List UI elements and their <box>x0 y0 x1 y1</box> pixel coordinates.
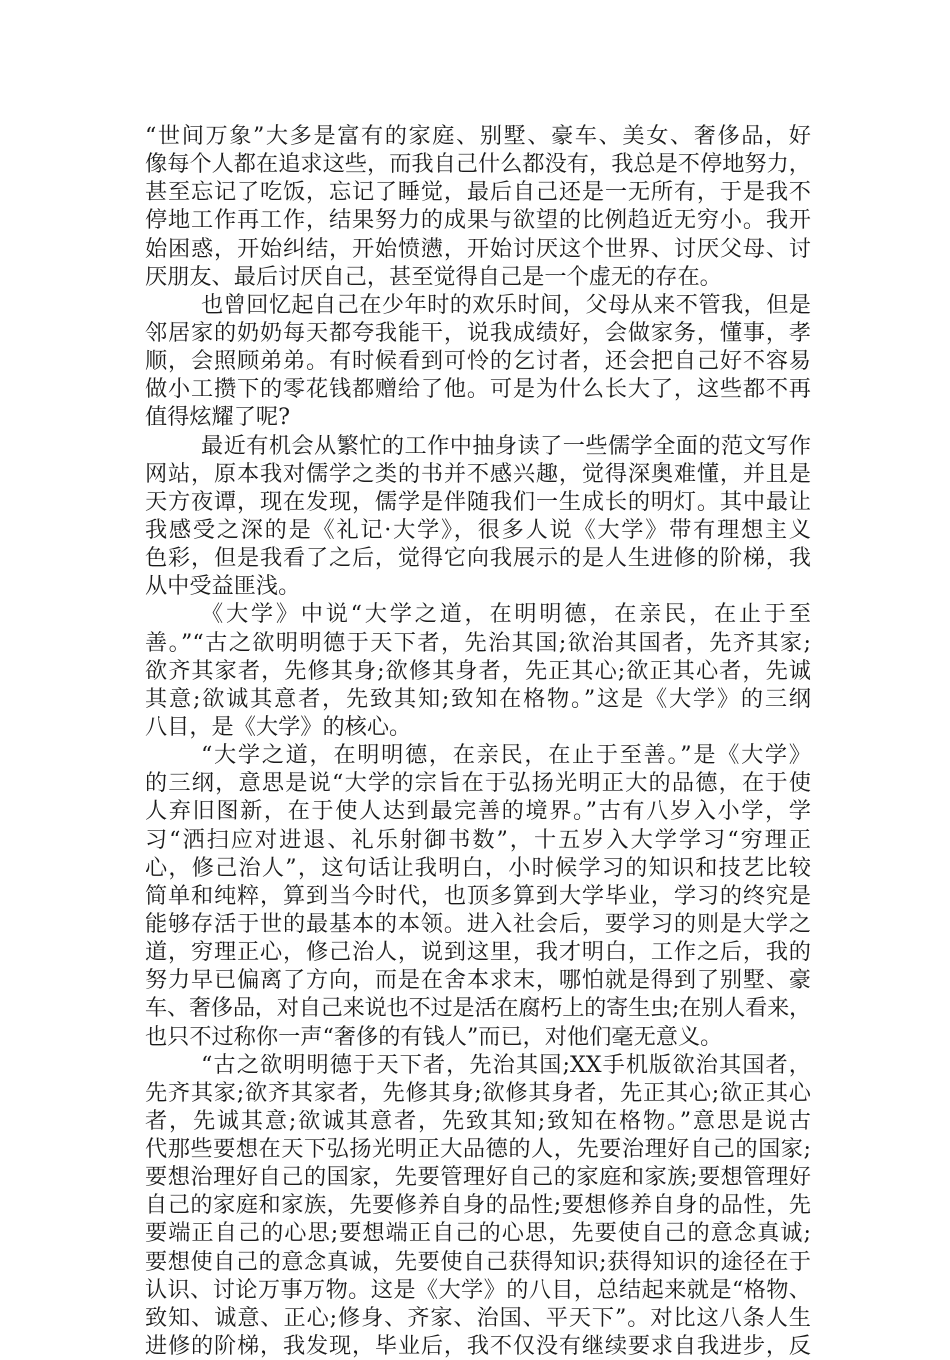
text-line: 习“洒扫应对进退、礼乐射御书数”，十五岁入大学学习“穷理正 <box>145 826 811 853</box>
text-line: 厌朋友、最后讨厌自己，甚至觉得自己是一个虚无的存在。 <box>145 263 722 290</box>
text-line: 车、奢侈品，对自己来说也不过是活在腐朽上的寄生虫;在别人看来， <box>145 995 811 1022</box>
text-line: 网站，原本我对儒学之类的书并不感兴趣，觉得深奥难懂，并且是 <box>145 460 811 487</box>
text-line: 我感受之深的是《礼记·大学》，很多人说《大学》带有理想主义 <box>145 516 811 543</box>
text-line: 致知、诚意、正心;修身、齐家、治国、平天下”。对比这八条人生 <box>145 1304 811 1331</box>
text-line: 心，修己治人”，这句话让我明白，小时候学习的知识和技艺比较 <box>145 854 811 881</box>
text-line: 要想治理好自己的国家，先要管理好自己的家庭和家族;要想管理好 <box>145 1164 811 1191</box>
text-line: 停地工作再工作，结果努力的成果与欲望的比例趋近无穷小。我开 <box>145 207 811 234</box>
text-line: 天方夜谭，现在发现，儒学是伴随我们一生成长的明灯。其中最让 <box>145 488 811 515</box>
text-line: 做小工攒下的零花钱都赠给了他。可是为什么长大了，这些都不再 <box>145 376 811 403</box>
text-line: 《大学》中说“大学之道，在明明德，在亲民，在止于至 <box>201 601 811 628</box>
text-line: “古之欲明明德于天下者，先治其国;XX手机版欲治其国者， <box>201 1051 811 1078</box>
text-line: 能够存活于世的最基本的本领。进入社会后，要学习的则是大学之 <box>145 910 811 937</box>
text-line: 顺，会照顾弟弟。有时候看到可怜的乞讨者，还会把自己好不容易 <box>145 348 811 375</box>
text-line: 其意;欲诚其意者，先致其知;致知在格物。”这是《大学》的三纲 <box>145 685 811 712</box>
text-line: “世间万象”大多是富有的家庭、别墅、豪车、美女、奢侈品，好 <box>145 123 811 149</box>
text-line: “大学之道，在明明德，在亲民，在止于至善。”是《大学》 <box>201 742 811 769</box>
text-line: 欲齐其家者，先修其身;欲修其身者，先正其心;欲正其心者，先诚 <box>145 657 811 684</box>
text-line: 简单和纯粹，算到当今时代，也顶多算到大学毕业，学习的终究是 <box>145 882 811 909</box>
text-line: 进修的阶梯，我发现，毕业后，我不仅没有继续要求自我进步，反 <box>145 1333 811 1360</box>
text-line: 要端正自己的心思;要想端正自己的心思，先要使自己的意念真诚; <box>145 1220 811 1247</box>
text-line: 代那些要想在天下弘扬光明正大品德的人，先要治理好自己的国家; <box>145 1136 811 1163</box>
text-line: 先齐其家;欲齐其家者，先修其身;欲修其身者，先正其心;欲正其心 <box>145 1079 811 1106</box>
text-line: 从中受益匪浅。 <box>145 573 301 600</box>
text-line: 像每个人都在追求这些，而我自己什么都没有，我总是不停地努力， <box>145 151 811 178</box>
text-line: 人弃旧图新，在于使人达到最完善的境界。”古有八岁入小学，学 <box>145 798 811 825</box>
text-line: 值得炫耀了呢? <box>145 404 291 431</box>
text-line: 自己的家庭和家族，先要修养自身的品性;要想修养自身的品性，先 <box>145 1192 811 1219</box>
text-line: 者，先诚其意;欲诚其意者，先致其知;致知在格物。”意思是说古 <box>145 1107 811 1134</box>
text-line: 始困惑，开始纠结，开始愤懑，开始讨厌这个世界、讨厌父母、讨 <box>145 235 811 262</box>
text-line: 努力早已偏离了方向，而是在舍本求末，哪怕就是得到了别墅、豪 <box>145 967 811 994</box>
text-line: 邻居家的奶奶每天都夸我能干，说我成绩好，会做家务，懂事，孝 <box>145 319 811 346</box>
text-line: 道，穷理正心，修己治人，说到这里，我才明白，工作之后，我的 <box>145 939 811 966</box>
document-body-text <box>145 122 811 1360</box>
text-line: 最近有机会从繁忙的工作中抽身读了一些儒学全面的范文写作 <box>201 432 811 459</box>
text-line: 的三纲，意思是说“大学的宗旨在于弘扬光明正大的品德，在于使 <box>145 770 811 797</box>
text-line: 色彩，但是我看了之后，觉得它向我展示的是人生进修的阶梯，我 <box>145 545 811 572</box>
text-line: 也曾回忆起自己在少年时的欢乐时间，父母从来不管我，但是 <box>201 291 811 318</box>
text-line: 八目，是《大学》的核心。 <box>145 713 412 740</box>
text-line: 甚至忘记了吃饭，忘记了睡觉，最后自己还是一无所有，于是我不 <box>145 179 811 206</box>
text-line: 善。”“古之欲明明德于天下者，先治其国;欲治其国者，先齐其家; <box>145 629 811 656</box>
text-line: 认识、讨论万事万物。这是《大学》的八目，总结起来就是“格物、 <box>145 1276 811 1303</box>
text-line: 也只不过称你一声“奢侈的有钱人”而已，对他们毫无意义。 <box>145 1023 723 1050</box>
text-line: 要想使自己的意念真诚，先要使自己获得知识;获得知识的途径在于 <box>145 1248 811 1275</box>
